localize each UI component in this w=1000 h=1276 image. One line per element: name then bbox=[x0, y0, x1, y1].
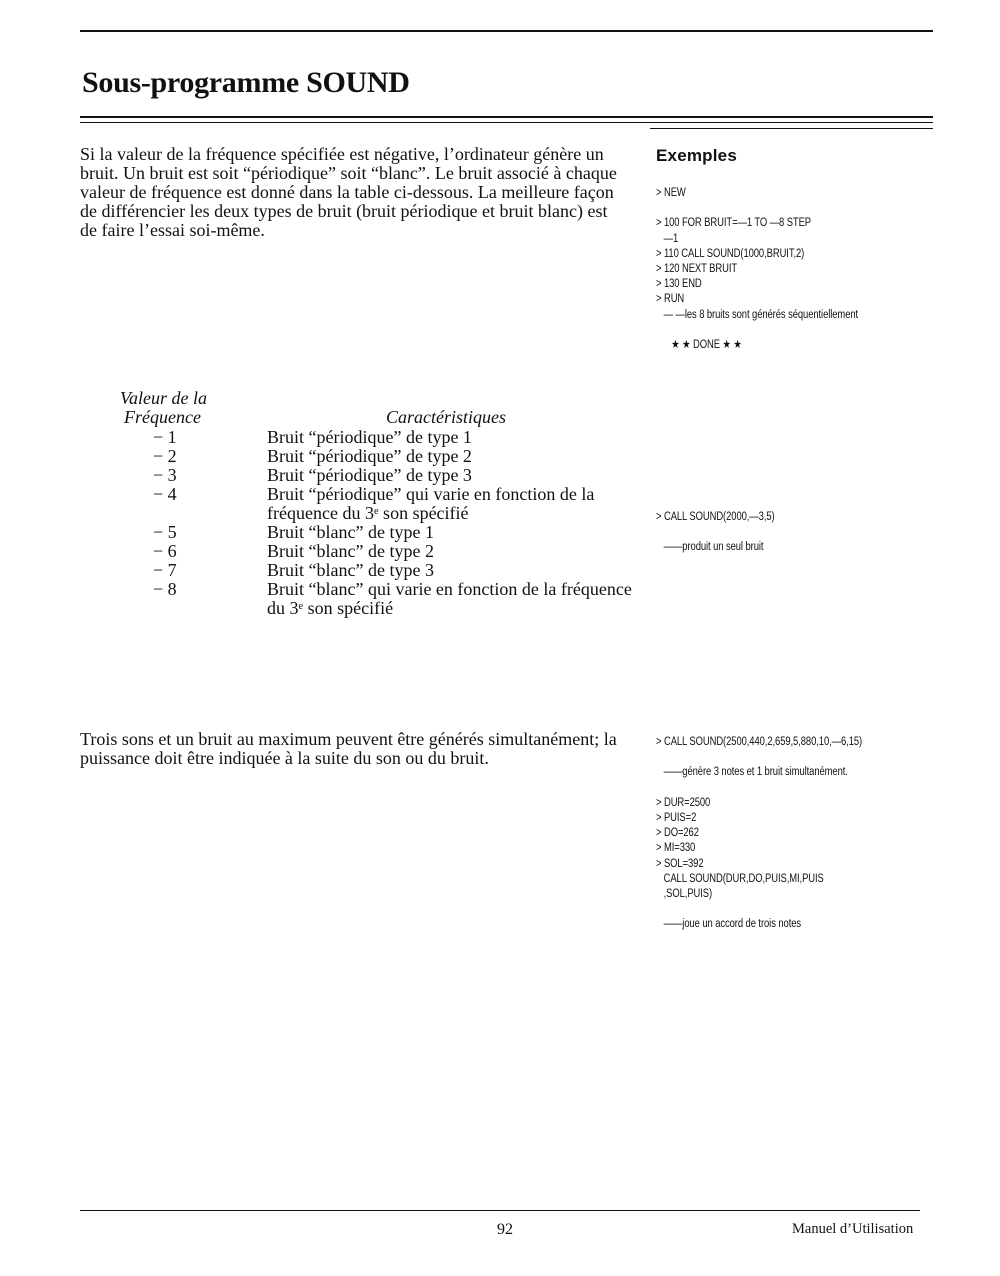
frequency-value: − 1 bbox=[153, 427, 177, 447]
example-chord bbox=[656, 735, 862, 933]
characteristic: Bruit “blanc” qui varie en fonction de la fréquence du 3ᵉ son spécifié bbox=[267, 579, 632, 618]
table-row bbox=[120, 447, 637, 466]
table-row bbox=[120, 580, 637, 618]
code-line: —1 bbox=[656, 232, 679, 245]
code-line: > CALL SOUND(2500,440,2,659,5,880,10,—6,15) bbox=[656, 736, 863, 748]
code-line: > 100 FOR BRUIT=—1 TO —8 STEP bbox=[656, 217, 812, 230]
code-line: > PUIS=2 bbox=[656, 812, 697, 825]
frequency-value: − 3 bbox=[153, 465, 177, 485]
characteristic: Bruit “périodique” de type 1 bbox=[267, 427, 472, 447]
page-number: 92 bbox=[497, 1221, 513, 1238]
frequency-value: − 2 bbox=[153, 446, 177, 466]
footer-manual-title: Manuel d’Utilisation bbox=[792, 1221, 914, 1237]
simultaneous-sounds-paragraph: Trois sons et un bruit au maximum peuvent être générés simultanément; la puissance doit être indiquée à la suite du son ou du bruit. bbox=[80, 729, 617, 768]
code-line: ,SOL,PUIS) bbox=[656, 888, 713, 901]
table-header-frequency-line2: Fréquence bbox=[124, 407, 201, 427]
code-line: — —les 8 bruits sont générés séquentiellement bbox=[656, 308, 859, 321]
code-line: ——produit un seul bruit bbox=[656, 541, 764, 554]
characteristic: Bruit “périodique” de type 3 bbox=[267, 465, 472, 485]
example-noise-loop bbox=[656, 186, 858, 353]
code-line: > MI=330 bbox=[656, 842, 696, 855]
code-line: > RUN bbox=[656, 293, 685, 306]
table-header-characteristics: Caractéristiques bbox=[386, 407, 506, 427]
code-line: > CALL SOUND(2000,—3,5) bbox=[656, 511, 775, 523]
code-line: > 110 CALL SOUND(1000,BRUIT,2) bbox=[656, 247, 805, 260]
code-line: > NEW bbox=[656, 187, 686, 199]
frequency-value: − 8 bbox=[153, 579, 177, 599]
table-row bbox=[120, 561, 637, 580]
code-line: ★ ★ DONE ★ ★ bbox=[656, 339, 742, 352]
code-line: > SOL=392 bbox=[656, 857, 704, 870]
frequency-value: − 5 bbox=[153, 522, 177, 542]
title-underline-thick bbox=[80, 116, 933, 118]
table-row bbox=[120, 466, 637, 485]
noise-table bbox=[120, 428, 637, 618]
frequency-value: − 7 bbox=[153, 560, 177, 580]
examples-heading: Exemples bbox=[656, 146, 737, 165]
frequency-value: − 4 bbox=[153, 484, 177, 504]
example-single-noise bbox=[656, 510, 775, 556]
footer-rule bbox=[80, 1210, 920, 1211]
page-title: Sous-programme SOUND bbox=[82, 66, 410, 99]
table-row bbox=[120, 523, 637, 542]
frequency-value: − 6 bbox=[153, 541, 177, 561]
characteristic: Bruit “blanc” de type 3 bbox=[267, 560, 434, 580]
title-underline-thin bbox=[80, 122, 933, 123]
code-line: ——génère 3 notes et 1 bruit simultanément. bbox=[656, 766, 848, 779]
code-line: ——joue un accord de trois notes bbox=[656, 918, 802, 931]
examples-column-rule bbox=[650, 128, 933, 129]
characteristic: Bruit “blanc” de type 2 bbox=[267, 541, 434, 561]
table-row bbox=[120, 542, 637, 561]
code-line: > 120 NEXT BRUIT bbox=[656, 263, 738, 276]
table-row bbox=[120, 485, 637, 523]
code-line: CALL SOUND(DUR,DO,PUIS,MI,PUIS bbox=[656, 872, 824, 885]
code-line: > DUR=2500 bbox=[656, 796, 711, 809]
code-line: > 130 END bbox=[656, 278, 702, 291]
top-rule bbox=[80, 30, 933, 32]
code-line: > DO=262 bbox=[656, 827, 699, 840]
characteristic: Bruit “périodique” qui varie en fonction de la fréquence du 3ᵉ son spécifié bbox=[267, 484, 595, 523]
table-header-frequency-line1: Valeur de la bbox=[120, 388, 207, 408]
characteristic: Bruit “périodique” de type 2 bbox=[267, 446, 472, 466]
intro-paragraph: Si la valeur de la fréquence spécifiée est négative, l’ordinateur génère un bruit. Un bruit est soit “périodique” soit “blanc”. Le bruit associé à chaque valeur de fréquence est donné dans la table ci-dessous. La meilleure façon de différencier les deux types de bruit (bruit périodique et bruit blanc) est de faire l’essai soi-même. bbox=[80, 144, 617, 240]
table-row bbox=[120, 428, 637, 447]
characteristic: Bruit “blanc” de type 1 bbox=[267, 522, 434, 542]
